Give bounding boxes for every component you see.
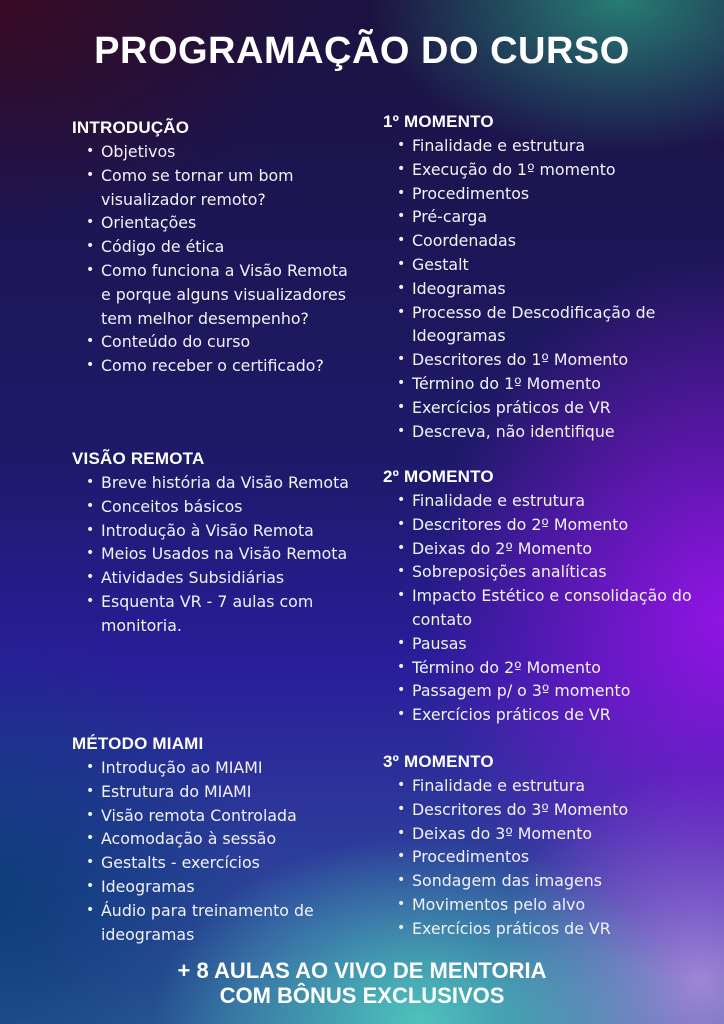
list-item: • Finalidade e estrutura [383, 489, 703, 513]
list-item: • Áudio para treinamento de ideogramas [72, 899, 362, 947]
list-item: • Conceitos básicos [72, 495, 362, 519]
topic-list [72, 140, 362, 378]
list-item: • Coordenadas [383, 229, 703, 253]
list-item: • Pré-carga [383, 205, 703, 229]
list-item: • Descritores do 1º Momento [383, 348, 703, 372]
list-item: • Gestalt [383, 253, 703, 277]
section-heading: 3º MOMENTO [383, 752, 494, 771]
list-item: • Deixas do 2º Momento [383, 537, 703, 561]
bonus-banner [0, 958, 724, 1008]
list-item: • Como receber o certificado? [72, 354, 362, 378]
page-title: PROGRAMAÇÃO DO CURSO [94, 30, 630, 72]
list-item: • Meios Usados na Visão Remota [72, 542, 362, 566]
list-item: • Movimentos pelo alvo [383, 893, 628, 917]
list-item: • Finalidade e estrutura [383, 134, 703, 158]
list-item: • Sobreposições analíticas [383, 560, 703, 584]
list-item: • Como se tornar um bom visualizador remoto? [72, 164, 362, 212]
list-item: • Objetivos [72, 140, 362, 164]
topic-list [383, 489, 703, 727]
topic-list [72, 471, 362, 638]
section-1-momento [383, 112, 703, 443]
list-item: • Gestalts - exercícios [72, 851, 362, 875]
list-item: • Término do 1º Momento [383, 372, 703, 396]
section-heading: MÉTODO MIAMI [72, 734, 204, 753]
bonus-line-1: + 8 AULAS AO VIVO DE MENTORIA [177, 958, 547, 983]
topic-list [72, 756, 362, 946]
bonus-line-2: COM BÔNUS EXCLUSIVOS [219, 983, 505, 1008]
list-item: • Término do 2º Momento [383, 656, 703, 680]
list-item: • Esquenta VR - 7 aulas com monitoria. [72, 590, 362, 638]
section-heading: 2º MOMENTO [383, 467, 494, 486]
section-heading: VISÃO REMOTA [72, 449, 205, 468]
list-item: • Introdução ao MIAMI [72, 756, 362, 780]
section-heading: INTRODUÇÃO [72, 118, 190, 137]
list-item: • Ideogramas [72, 875, 362, 899]
list-item: • Visão remota Controlada [72, 804, 362, 828]
list-item: • Atividades Subsidiárias [72, 566, 362, 590]
list-item: • Execução do 1º momento [383, 158, 703, 182]
list-item: • Introdução à Visão Remota [72, 519, 362, 543]
list-item: • Passagem p/ o 3º momento [383, 679, 703, 703]
list-item: • Acomodação à sessão [72, 827, 362, 851]
list-item: • Deixas do 3º Momento [383, 822, 628, 846]
list-item: • Impacto Estético e consolidação do contato [383, 584, 703, 632]
list-item: • Pausas [383, 632, 703, 656]
list-item: • Processo de Descodificação de Ideogramas [383, 301, 703, 349]
list-item: • Conteúdo do curso [72, 330, 362, 354]
section-visao-remota [72, 449, 362, 638]
list-item: • Exercícios práticos de VR [383, 917, 628, 941]
section-introducao [72, 118, 362, 378]
section-heading: 1º MOMENTO [383, 112, 494, 131]
list-item: • Breve história da Visão Remota [72, 471, 362, 495]
list-item: • Descritores do 3º Momento [383, 798, 628, 822]
list-item: • Procedimentos [383, 182, 703, 206]
list-item: • Descritores do 2º Momento [383, 513, 703, 537]
list-item: • Exercícios práticos de VR [383, 396, 703, 420]
list-item: • Finalidade e estrutura [383, 774, 628, 798]
topic-list [383, 774, 628, 941]
section-3-momento [383, 752, 628, 941]
list-item: • Sondagem das imagens [383, 869, 628, 893]
list-item: • Exercícios práticos de VR [383, 703, 703, 727]
list-item: • Orientações [72, 211, 362, 235]
section-2-momento [383, 467, 703, 727]
list-item: • Procedimentos [383, 845, 628, 869]
list-item: • Como funciona a Visão Remota e porque alguns visualizadores tem melhor desempenho? [72, 259, 362, 330]
list-item: • Ideogramas [383, 277, 703, 301]
section-metodo-miami [72, 734, 362, 946]
topic-list [383, 134, 703, 443]
list-item: • Código de ética [72, 235, 362, 259]
list-item: • Estrutura do MIAMI [72, 780, 362, 804]
list-item: • Descreva, não identifique [383, 420, 703, 444]
